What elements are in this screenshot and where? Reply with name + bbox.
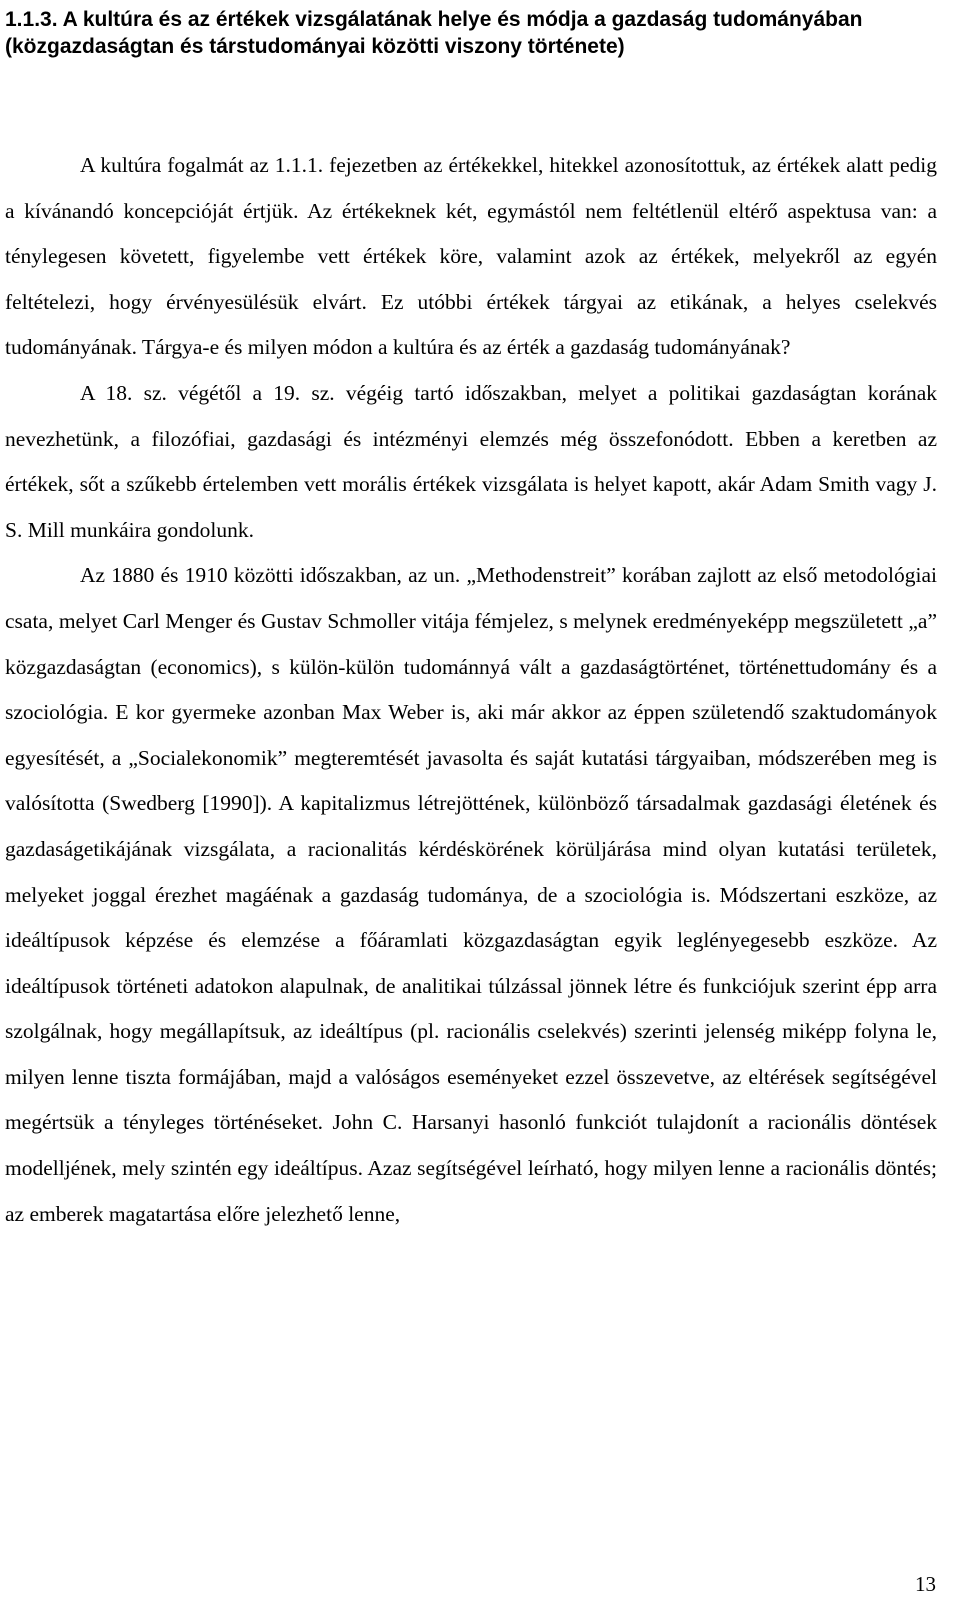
- page-number: 13: [915, 1572, 936, 1596]
- section-heading: 1.1.3. A kultúra és az értékek vizsgálatának helye és módja a gazdaság tudományában (közgazdaságtan és társtudományai közötti viszony története): [5, 8, 863, 58]
- paragraph-2: A 18. sz. végétől a 19. sz. végéig tartó időszakban, melyet a politikai gazdaságtan korának nevezhetünk, a filozófiai, gazdasági és intézményi elemzés még összefonódott. Ebben a keretben az értékek, sőt a szűkebb értelemben vett morális értékek vizsgálata is helyet kapott, akár Adam Smith vagy J. S. Mill munkáira gondolunk.: [5, 380, 937, 542]
- paragraph-3: Az 1880 és 1910 közötti időszakban, az un. „Methodenstreit” korában zajlott az első metodológiai csata, melyet Carl Menger és Gustav Schmoller vitája fémjelez, s melynek eredményeképp megszületett „a” közgazdaságtan (economics), s külön-külön tudománnyá vált a gazdaságtörténet, történettudomány és a szociológia. E kor gyermeke azonban Max Weber is, aki már akkor az éppen születendő szaktudományok egyesítését, a „Socialekonomik” megteremtését javasolta és saját kutatási tárgyaiban, módszerében meg is valósította (Swedberg [1990]). A kapitalizmus létrejöttének, különböző társadalmak gazdasági életének és gazdaságetikájának vizsgálata, a racionalitás kérdéskörének körüljárása mind olyan kutatási területek, melyeket joggal érezhet magáénak a gazdaság tudománya, de a szociológia is. Módszertani eszköze, az ideáltípusok képzése és elemzése a főáramlati közgazdaságtan egyik leglényegesebb eszköze. Az ideáltípusok történeti adatokon alapulnak, de analitikai túlzással jönnek létre és funkciójuk szerint épp arra szolgálnak, hogy megállapítsuk, az ideáltípus (pl. racionális cselekvés) szerinti jelenség miképp folyna le, milyen lenne tiszta formájában, majd a valóságos eseményeket ezzel összevetve, az eltérések segítségével megértsük a tényleges történéseket. John C. Harsanyi hasonló funkciót tulajdonít a racionális döntések modelljének, mely szintén egy ideáltípus. Azaz segítségével leírható, hogy milyen lenne a racionális döntés; az emberek magatartása előre jelezhető lenne,: [5, 563, 937, 1226]
- body-text: [5, 143, 937, 1237]
- paragraph-1: A kultúra fogalmát az 1.1.1. fejezetben az értékekkel, hitekkel azonosítottuk, az értékek alatt pedig a kívánandó koncepcióját értjük. Az értékeknek két, egymástól nem feltétlenül eltérő aspektusa van: a ténylegesen követett, figyelembe vett értékek köre, valamint azok az értékek, melyekről az egyén feltételezi, hogy érvényesülésük elvárt. Ez utóbbi értékek tárgyai az etikának, a helyes cselekvés tudományának. Tárgya-e és milyen módon a kultúra és az érték a gazdaság tudományának?: [5, 153, 937, 360]
